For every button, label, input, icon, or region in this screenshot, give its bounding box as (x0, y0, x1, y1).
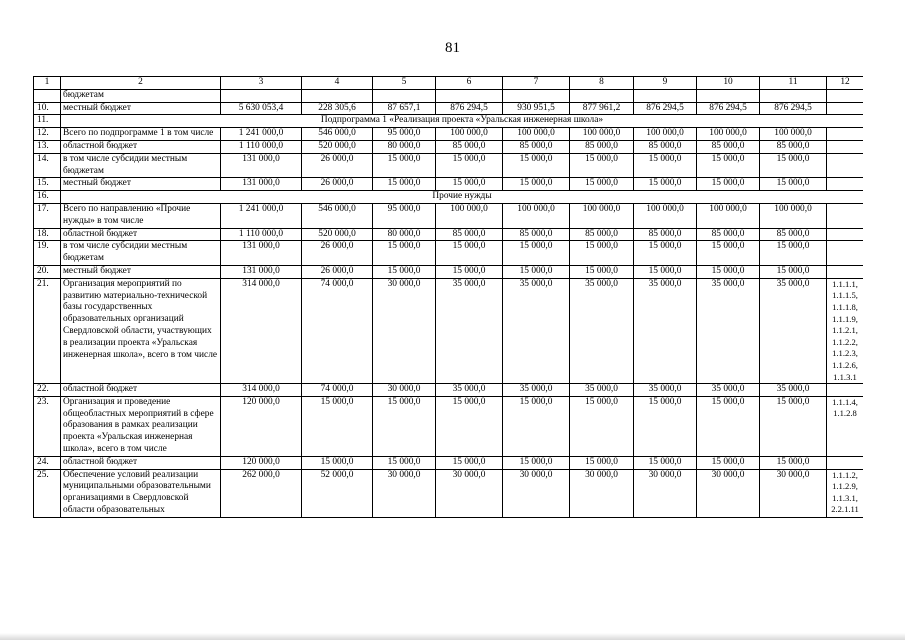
value-cell: 930 951,5 (503, 102, 570, 115)
value-cell: 15 000,0 (503, 178, 570, 191)
header-cell: 5 (373, 77, 436, 90)
value-cell: 30 000,0 (373, 278, 436, 383)
table-row (34, 178, 864, 191)
value-cell (221, 89, 302, 102)
value-cell: 15 000,0 (697, 153, 760, 178)
table-row (34, 265, 864, 278)
value-cell: 15 000,0 (373, 241, 436, 266)
value-cell: 15 000,0 (570, 456, 634, 469)
value-cell: 35 000,0 (697, 278, 760, 383)
value-cell: 80 000,0 (373, 228, 436, 241)
value-cell: 15 000,0 (503, 241, 570, 266)
value-cell: 15 000,0 (760, 456, 827, 469)
row-label: Всего по направлению «Прочие нужды» в том числе (61, 203, 221, 228)
row-label: Всего по подпрограмме 1 в том числе (61, 128, 221, 141)
table-row (34, 140, 864, 153)
value-cell: 15 000,0 (436, 153, 503, 178)
value-cell: 15 000,0 (373, 178, 436, 191)
value-cell: 15 000,0 (436, 456, 503, 469)
value-cell: 15 000,0 (760, 265, 827, 278)
value-cell: 85 000,0 (503, 140, 570, 153)
value-cell: 100 000,0 (697, 128, 760, 141)
value-cell: 5 630 053,4 (221, 102, 302, 115)
value-cell: 876 294,5 (634, 102, 697, 115)
value-cell (302, 89, 373, 102)
value-cell: 876 294,5 (436, 102, 503, 115)
value-cell: 131 000,0 (221, 241, 302, 266)
target-codes: 1.1.1.1, 1.1.1.5, 1.1.1.8, 1.1.1.9, 1.1.2.1, 1.1.2.2, 1.1.2.3, 1.1.2.6, 1.1.3.1 (827, 278, 864, 383)
table-row (34, 241, 864, 266)
value-cell: 85 000,0 (760, 140, 827, 153)
value-cell: 100 000,0 (570, 203, 634, 228)
value-cell: 15 000,0 (436, 178, 503, 191)
value-cell: 35 000,0 (760, 384, 827, 397)
target-codes (827, 140, 864, 153)
value-cell: 131 000,0 (221, 265, 302, 278)
value-cell: 15 000,0 (373, 396, 436, 456)
value-cell: 35 000,0 (697, 384, 760, 397)
value-cell: 15 000,0 (634, 396, 697, 456)
value-cell: 877 961,2 (570, 102, 634, 115)
value-cell: 30 000,0 (503, 469, 570, 517)
value-cell: 15 000,0 (436, 265, 503, 278)
header-cell: 11 (760, 77, 827, 90)
value-cell: 85 000,0 (634, 228, 697, 241)
table-row (34, 278, 864, 383)
value-cell: 15 000,0 (634, 178, 697, 191)
value-cell: 30 000,0 (373, 469, 436, 517)
value-cell (697, 89, 760, 102)
table-row (34, 396, 864, 456)
value-cell: 314 000,0 (221, 278, 302, 383)
table-row (34, 456, 864, 469)
value-cell: 15 000,0 (634, 241, 697, 266)
value-cell: 87 657,1 (373, 102, 436, 115)
value-cell: 876 294,5 (697, 102, 760, 115)
value-cell: 1 241 000,0 (221, 203, 302, 228)
value-cell: 85 000,0 (503, 228, 570, 241)
value-cell: 15 000,0 (570, 178, 634, 191)
row-label: Организация мероприятий по развитию материально-технической базы государственных образовательных организаций Свердловской области, участвующих в реализации проекта «Уральская инженерная школа», всего в том числе (61, 278, 221, 383)
value-cell: 1 110 000,0 (221, 140, 302, 153)
value-cell: 85 000,0 (570, 228, 634, 241)
value-cell: 120 000,0 (221, 396, 302, 456)
value-cell: 15 000,0 (634, 456, 697, 469)
row-label: в том числе субсидии местным бюджетам (61, 241, 221, 266)
value-cell: 74 000,0 (302, 278, 373, 383)
table-row (34, 191, 864, 204)
table-row (34, 115, 864, 128)
value-cell: 80 000,0 (373, 140, 436, 153)
target-codes (827, 128, 864, 141)
table-row (34, 469, 864, 517)
table-row (34, 228, 864, 241)
header-cell: 6 (436, 77, 503, 90)
value-cell: 1 110 000,0 (221, 228, 302, 241)
row-label: бюджетам (61, 89, 221, 102)
target-codes (827, 456, 864, 469)
row-number: 16. (34, 191, 61, 204)
table-row (34, 102, 864, 115)
value-cell: 85 000,0 (697, 140, 760, 153)
target-codes (827, 203, 864, 228)
row-number: 13. (34, 140, 61, 153)
value-cell: 30 000,0 (570, 469, 634, 517)
row-number: 11. (34, 115, 61, 128)
value-cell (634, 89, 697, 102)
value-cell: 100 000,0 (634, 203, 697, 228)
header-cell: 10 (697, 77, 760, 90)
value-cell: 15 000,0 (697, 241, 760, 266)
header-cell: 9 (634, 77, 697, 90)
value-cell: 30 000,0 (634, 469, 697, 517)
row-label: областной бюджет (61, 228, 221, 241)
value-cell: 876 294,5 (760, 102, 827, 115)
value-cell: 15 000,0 (570, 265, 634, 278)
row-label: Организация и проведение общеобластных мероприятий в сфере образования в рамках реализации проекта «Уральская инженерная школа», всего в том числе (61, 396, 221, 456)
value-cell: 15 000,0 (373, 456, 436, 469)
value-cell: 85 000,0 (760, 228, 827, 241)
row-number: 22. (34, 384, 61, 397)
value-cell: 314 000,0 (221, 384, 302, 397)
value-cell: 30 000,0 (373, 384, 436, 397)
value-cell: 131 000,0 (221, 153, 302, 178)
value-cell: 74 000,0 (302, 384, 373, 397)
target-codes (827, 89, 864, 102)
row-label: областной бюджет (61, 140, 221, 153)
target-codes (827, 241, 864, 266)
header-cell: 3 (221, 77, 302, 90)
table-row (34, 128, 864, 141)
row-number: 15. (34, 178, 61, 191)
scan-bottom-edge (0, 633, 905, 640)
value-cell: 30 000,0 (697, 469, 760, 517)
table-row (34, 89, 864, 102)
value-cell: 35 000,0 (503, 278, 570, 383)
value-cell: 262 000,0 (221, 469, 302, 517)
value-cell: 85 000,0 (436, 228, 503, 241)
row-number: 10. (34, 102, 61, 115)
value-cell (503, 89, 570, 102)
value-cell: 15 000,0 (503, 456, 570, 469)
row-number (34, 89, 61, 102)
header-cell: 12 (827, 77, 864, 90)
section-heading: Прочие нужды (61, 191, 864, 204)
value-cell: 15 000,0 (760, 153, 827, 178)
value-cell: 26 000,0 (302, 153, 373, 178)
value-cell: 100 000,0 (634, 128, 697, 141)
value-cell: 15 000,0 (302, 396, 373, 456)
value-cell: 15 000,0 (634, 153, 697, 178)
value-cell: 26 000,0 (302, 178, 373, 191)
value-cell: 15 000,0 (760, 241, 827, 266)
value-cell: 15 000,0 (570, 241, 634, 266)
budget-table (33, 76, 863, 518)
value-cell: 15 000,0 (436, 241, 503, 266)
value-cell: 15 000,0 (697, 265, 760, 278)
value-cell: 95 000,0 (373, 128, 436, 141)
value-cell: 100 000,0 (570, 128, 634, 141)
value-cell: 30 000,0 (436, 469, 503, 517)
target-codes (827, 102, 864, 115)
value-cell: 546 000,0 (302, 203, 373, 228)
row-number: 21. (34, 278, 61, 383)
row-number: 25. (34, 469, 61, 517)
value-cell: 131 000,0 (221, 178, 302, 191)
row-label: областной бюджет (61, 456, 221, 469)
value-cell: 15 000,0 (503, 265, 570, 278)
row-number: 18. (34, 228, 61, 241)
value-cell: 100 000,0 (436, 128, 503, 141)
value-cell: 15 000,0 (436, 396, 503, 456)
page-number: 81 (445, 40, 460, 56)
row-number: 20. (34, 265, 61, 278)
value-cell: 15 000,0 (760, 396, 827, 456)
value-cell: 520 000,0 (302, 140, 373, 153)
target-codes (827, 178, 864, 191)
row-label: Обеспечение условий реализации муниципальными образовательными организациями в Свердловской области образовательных (61, 469, 221, 517)
value-cell: 520 000,0 (302, 228, 373, 241)
value-cell: 228 305,6 (302, 102, 373, 115)
row-label: местный бюджет (61, 178, 221, 191)
value-cell: 85 000,0 (697, 228, 760, 241)
value-cell: 35 000,0 (436, 278, 503, 383)
value-cell: 35 000,0 (570, 278, 634, 383)
value-cell: 15 000,0 (373, 265, 436, 278)
value-cell: 26 000,0 (302, 265, 373, 278)
value-cell: 35 000,0 (436, 384, 503, 397)
table-row (34, 203, 864, 228)
value-cell: 15 000,0 (503, 396, 570, 456)
value-cell: 120 000,0 (221, 456, 302, 469)
row-number: 17. (34, 203, 61, 228)
budget-table-container (33, 76, 863, 600)
target-codes (827, 265, 864, 278)
row-label: в том числе субсидии местным бюджетам (61, 153, 221, 178)
value-cell: 15 000,0 (760, 178, 827, 191)
row-number: 12. (34, 128, 61, 141)
value-cell: 95 000,0 (373, 203, 436, 228)
row-number: 23. (34, 396, 61, 456)
value-cell: 15 000,0 (302, 456, 373, 469)
value-cell: 1 241 000,0 (221, 128, 302, 141)
value-cell: 100 000,0 (760, 203, 827, 228)
target-codes: 1.1.1.4, 1.1.2.8 (827, 396, 864, 456)
row-label: местный бюджет (61, 102, 221, 115)
target-codes (827, 384, 864, 397)
value-cell: 100 000,0 (503, 128, 570, 141)
header-cell: 2 (61, 77, 221, 90)
row-number: 14. (34, 153, 61, 178)
section-heading: Подпрограмма 1 «Реализация проекта «Уральская инженерная школа» (61, 115, 864, 128)
value-cell (436, 89, 503, 102)
value-cell: 100 000,0 (503, 203, 570, 228)
row-number: 24. (34, 456, 61, 469)
header-cell: 8 (570, 77, 634, 90)
header-cell: 7 (503, 77, 570, 90)
row-number: 19. (34, 241, 61, 266)
value-cell: 15 000,0 (697, 456, 760, 469)
value-cell: 35 000,0 (760, 278, 827, 383)
header-cell: 4 (302, 77, 373, 90)
value-cell: 30 000,0 (760, 469, 827, 517)
value-cell: 35 000,0 (570, 384, 634, 397)
value-cell: 85 000,0 (570, 140, 634, 153)
value-cell (570, 89, 634, 102)
value-cell: 35 000,0 (634, 278, 697, 383)
row-label: областной бюджет (61, 384, 221, 397)
value-cell: 85 000,0 (436, 140, 503, 153)
table-row (34, 153, 864, 178)
value-cell: 100 000,0 (760, 128, 827, 141)
target-codes: 1.1.1.2, 1.1.2.9, 1.1.3.1, 2.2.1.11 (827, 469, 864, 517)
value-cell: 15 000,0 (634, 265, 697, 278)
value-cell: 35 000,0 (634, 384, 697, 397)
table-row (34, 384, 864, 397)
value-cell: 15 000,0 (697, 396, 760, 456)
value-cell: 85 000,0 (634, 140, 697, 153)
header-cell: 1 (34, 77, 61, 90)
value-cell: 546 000,0 (302, 128, 373, 141)
target-codes (827, 153, 864, 178)
value-cell: 15 000,0 (570, 396, 634, 456)
value-cell: 26 000,0 (302, 241, 373, 266)
value-cell: 15 000,0 (373, 153, 436, 178)
value-cell: 100 000,0 (697, 203, 760, 228)
value-cell (373, 89, 436, 102)
value-cell: 52 000,0 (302, 469, 373, 517)
value-cell (760, 89, 827, 102)
value-cell: 15 000,0 (570, 153, 634, 178)
target-codes (827, 228, 864, 241)
row-label: местный бюджет (61, 265, 221, 278)
header-row (34, 77, 864, 90)
table-body (34, 77, 864, 518)
value-cell: 100 000,0 (436, 203, 503, 228)
value-cell: 15 000,0 (503, 153, 570, 178)
value-cell: 15 000,0 (697, 178, 760, 191)
value-cell: 35 000,0 (503, 384, 570, 397)
